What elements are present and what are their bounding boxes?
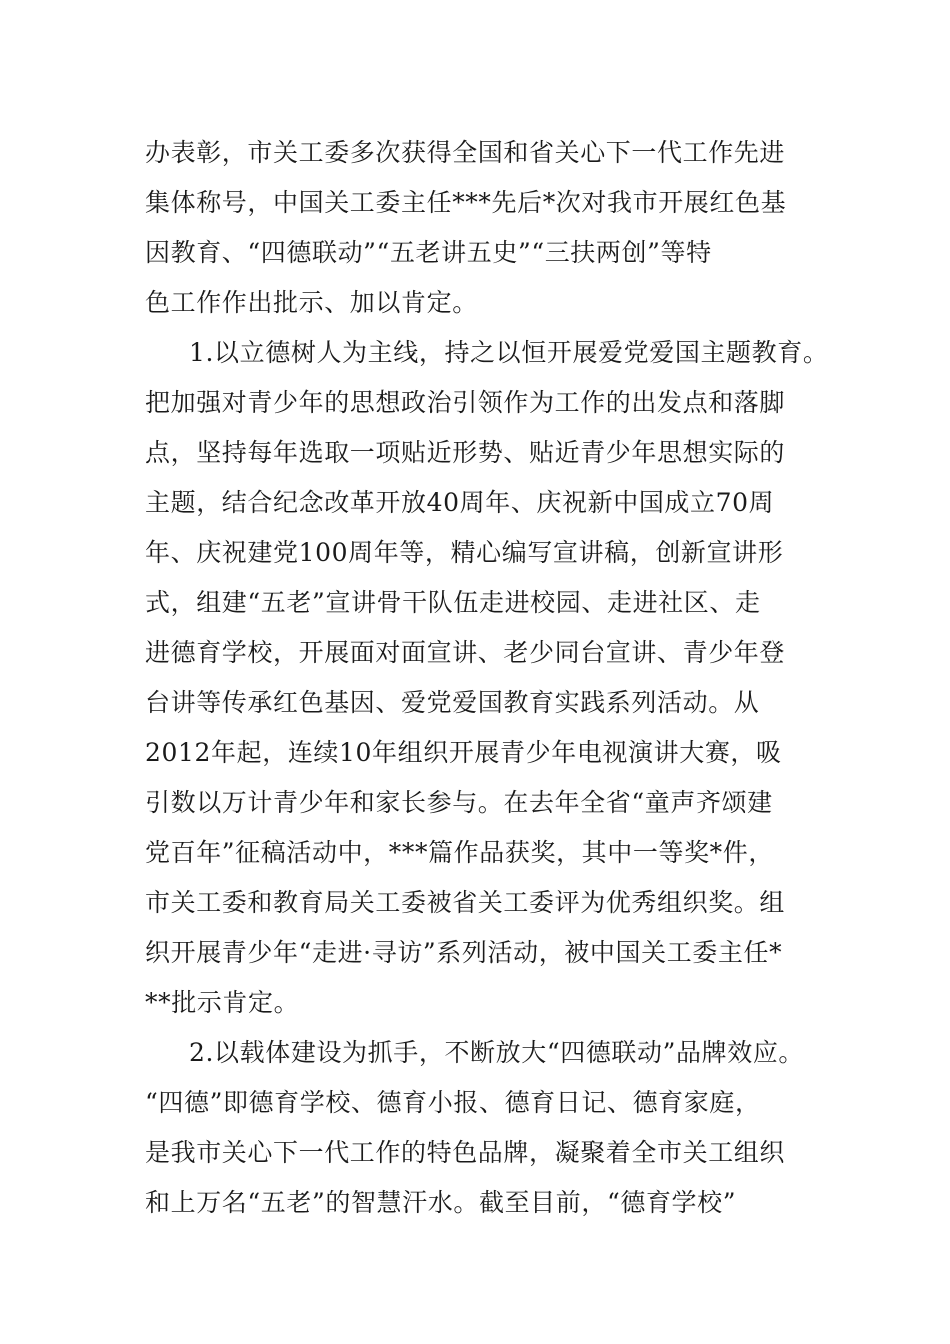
text-line: 色工作作出批示、加以肯定。 xyxy=(145,288,478,317)
body-text xyxy=(145,128,829,1228)
text-line: 台讲等传承红色基因、爱党爱国教育实践系列活动。从 xyxy=(145,688,760,717)
text-line: 办表彰，市关工委多次获得全国和省关心下一代工作先进 xyxy=(145,138,786,167)
text-line: 把加强对青少年的思想政治引领作为工作的出发点和落脚 xyxy=(145,388,786,417)
text-line: **批示肯定。 xyxy=(145,988,300,1017)
text-line: 是我市关心下一代工作的特色品牌，凝聚着全市关工组织 xyxy=(145,1138,786,1167)
text-line: 式，组建“五老”宣讲骨干队伍走进校园、走进社区、走 xyxy=(145,588,761,617)
paragraph-heading-1: 1.以立德树人为主线，持之以恒开展爱党爱国主题教育。 xyxy=(189,338,829,367)
text-line: 引数以万计青少年和家长参与。在去年全省“童声齐颂建 xyxy=(145,788,773,817)
text-line: 主题，结合纪念改革开放40周年、庆祝新中国成立70周 xyxy=(145,488,775,517)
text-line: 和上万名“五老”的智慧汗水。截至目前，“德育学校” xyxy=(145,1188,737,1217)
paragraph-heading-2: 2.以载体建设为抓手，不断放大“四德联动”品牌效应。 xyxy=(189,1038,805,1067)
text-line: 织开展青少年“走进·寻访”系列活动，被中国关工委主任* xyxy=(145,938,783,967)
text-line: 党百年”征稿活动中，***篇作品获奖，其中一等奖*件， xyxy=(145,838,774,867)
text-line: 集体称号，中国关工委主任***先后*次对我市开展红色基 xyxy=(145,188,787,217)
text-line: 市关工委和教育局关工委被省关工委评为优秀组织奖。组 xyxy=(145,888,786,917)
text-line: “四德”即德育学校、德育小报、德育日记、德育家庭， xyxy=(145,1088,761,1117)
text-line: 年、庆祝建党100周年等，精心编写宣讲稿，创新宣讲形 xyxy=(145,538,784,567)
text-line: 进德育学校，开展面对面宣讲、老少同台宣讲、青少年登 xyxy=(145,638,786,667)
text-line: 因教育、“四德联动”“五老讲五史”“三扶两创”等特 xyxy=(145,238,712,267)
text-line: 2012年起，连续10年组织开展青少年电视演讲大赛，吸 xyxy=(145,738,782,767)
text-line: 点，坚持每年选取一项贴近形势、贴近青少年思想实际的 xyxy=(145,438,786,467)
